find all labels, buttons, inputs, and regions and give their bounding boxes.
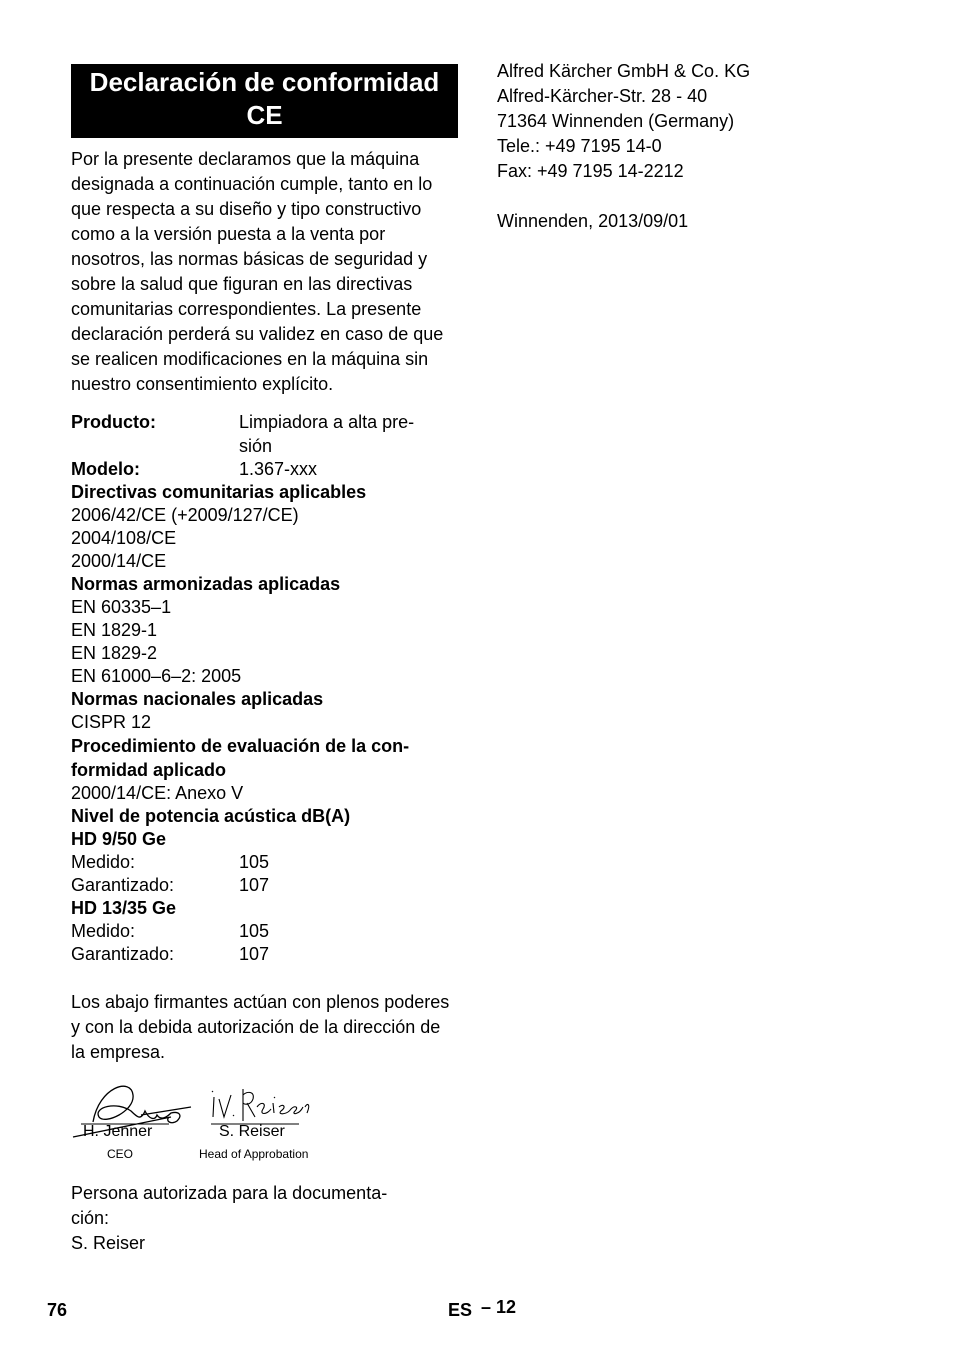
guaranteed-label: Garantizado: bbox=[71, 944, 175, 964]
product-row bbox=[71, 410, 458, 458]
page-title: Declaración de conformidad CE bbox=[71, 64, 458, 138]
company-column bbox=[497, 59, 917, 234]
measured-row bbox=[71, 851, 458, 874]
guaranteed-value: 107 bbox=[239, 944, 270, 964]
guaranteed-label: Garantizado: bbox=[71, 875, 175, 895]
signer-role: CEO bbox=[107, 1147, 134, 1161]
harmonized-item: EN 1829-2 bbox=[71, 643, 158, 663]
national-item: CISPR 12 bbox=[71, 712, 152, 732]
product-value bbox=[239, 410, 454, 458]
signature-block bbox=[71, 1077, 458, 1177]
measured-label: Medido: bbox=[71, 921, 136, 941]
measured-row bbox=[71, 920, 458, 943]
model-name: HD 13/35 Ge bbox=[71, 898, 177, 918]
company-line: Fax: +49 7195 14-2212 bbox=[497, 161, 684, 181]
directive-item: 2000/14/CE bbox=[71, 551, 167, 571]
guaranteed-row bbox=[71, 943, 458, 966]
authorized-label-line2: ción: bbox=[71, 1208, 110, 1228]
signer-name: S. Reiser bbox=[219, 1123, 285, 1140]
acoustic-heading: Nivel de potencia acústica dB(A) bbox=[71, 806, 351, 826]
measured-value: 105 bbox=[239, 852, 270, 872]
page-number: 76 bbox=[47, 1300, 68, 1320]
product-value-line2: sión bbox=[239, 436, 273, 456]
company-line: Tele.: +49 7195 14-0 bbox=[497, 136, 662, 156]
harmonized-item: EN 61000–6–2: 2005 bbox=[71, 666, 242, 686]
company-line: Alfred Kärcher GmbH & Co. KG bbox=[497, 61, 751, 81]
harmonized-item: EN 1829-1 bbox=[71, 620, 158, 640]
directive-item: 2006/42/CE (+2009/127/CE) bbox=[71, 505, 299, 525]
directives-heading: Directivas comunitarias aplicables bbox=[71, 482, 367, 502]
intro-paragraph: Por la presente declaramos que la máquina designada a continuación cumple, tanto en lo que respecta a su diseño y tipo constructivo como a la versión puesta a la venta por nosotros, las normas básicas de seguridad y sobre la salud que figuran en las directivas comunitarias correspondientes. La presente declaración perderá su validez en caso de que se realicen modificaciones en la máquina sin nuestro consentimiento explícito. bbox=[71, 149, 444, 394]
measured-label: Medido: bbox=[71, 852, 136, 872]
model-value: 1.367-xxx bbox=[239, 459, 318, 479]
model-label: Modelo: bbox=[71, 459, 140, 479]
authorized-person bbox=[71, 1181, 458, 1256]
language-code: ES bbox=[448, 1300, 473, 1320]
directive-item: 2004/108/CE bbox=[71, 528, 177, 548]
signer-name: H. Jenner bbox=[83, 1123, 153, 1140]
authorized-name: S. Reiser bbox=[71, 1233, 146, 1253]
authorized-label-line1: Persona autorizada para la documenta- bbox=[71, 1183, 388, 1203]
place-date: Winnenden, 2013/09/01 bbox=[497, 211, 689, 231]
measured-value: 105 bbox=[239, 921, 270, 941]
product-value-line1: Limpiadora a alta pre- bbox=[239, 412, 415, 432]
product-label: Producto: bbox=[71, 412, 156, 432]
national-heading: Normas nacionales aplicadas bbox=[71, 689, 324, 709]
company-line: 71364 Winnenden (Germany) bbox=[497, 111, 735, 131]
procedure-value: 2000/14/CE: Anexo V bbox=[71, 783, 244, 803]
company-line: Alfred-Kärcher-Str. 28 - 40 bbox=[497, 86, 708, 106]
declaration-column bbox=[71, 64, 458, 1256]
model-name: HD 9/50 Ge bbox=[71, 829, 167, 849]
signers-paragraph: Los abajo firmantes actúan con plenos poderes y con la debida autorización de la dirección de la empresa. bbox=[71, 992, 450, 1062]
signer-role: Head of Approbation bbox=[199, 1147, 309, 1161]
guaranteed-value: 107 bbox=[239, 875, 270, 895]
harmonized-item: EN 60335–1 bbox=[71, 597, 172, 617]
section-number: – 12 bbox=[481, 1297, 517, 1317]
harmonized-heading: Normas armonizadas aplicadas bbox=[71, 574, 341, 594]
model-row bbox=[71, 458, 458, 481]
procedure-heading-line1: Procedimiento de evaluación de la con- bbox=[71, 736, 410, 756]
guaranteed-row bbox=[71, 874, 458, 897]
procedure-heading-line2: formidad aplicado bbox=[71, 760, 227, 780]
